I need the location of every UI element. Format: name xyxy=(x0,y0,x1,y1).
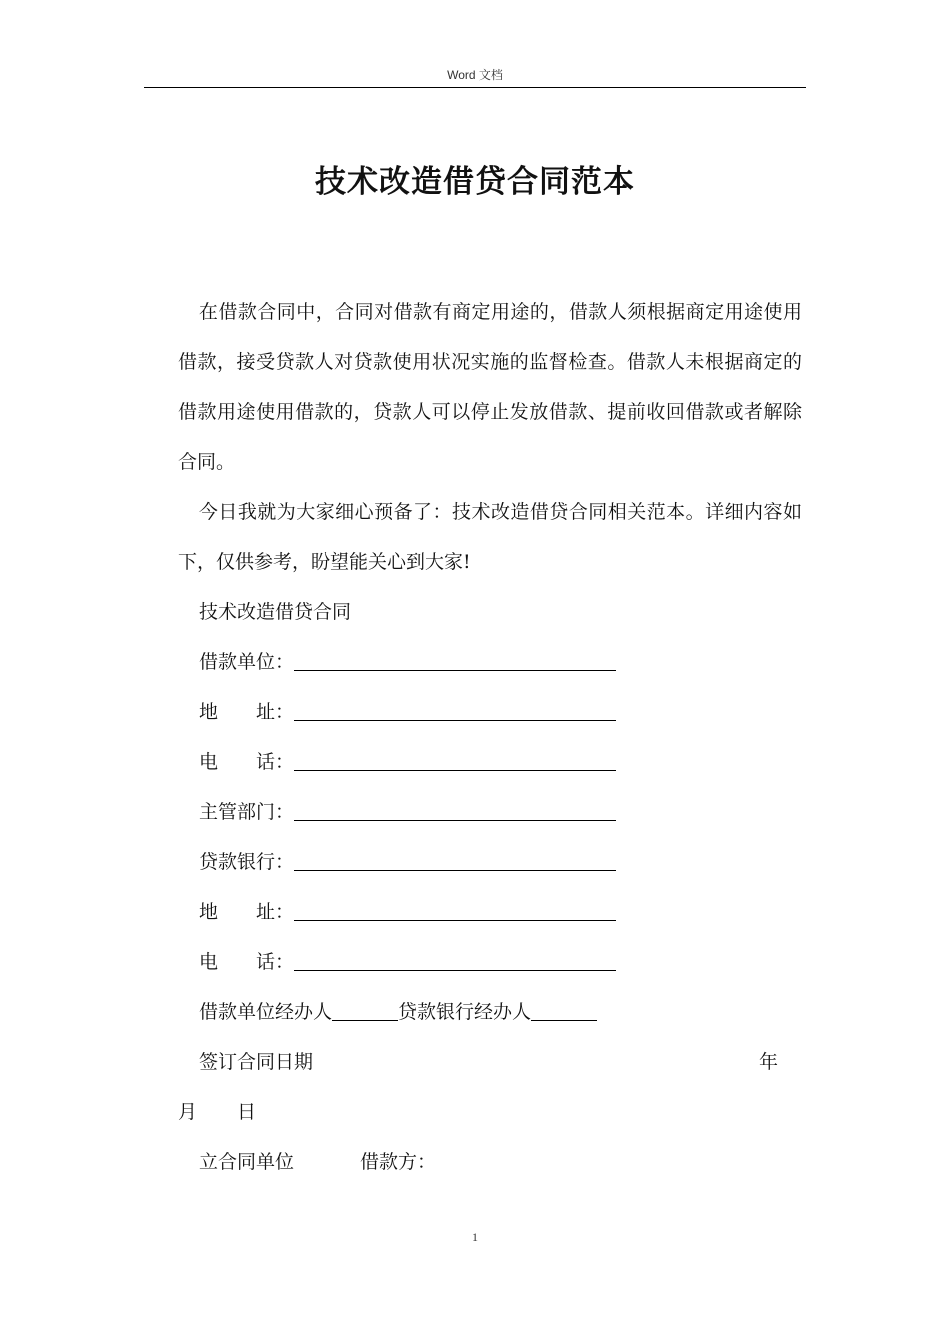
field-label-first: 电 xyxy=(199,951,219,973)
fill-blank[interactable] xyxy=(294,694,616,721)
header-divider xyxy=(144,87,806,88)
field-label: 借款单位 xyxy=(199,651,276,673)
fill-blank[interactable] xyxy=(294,644,616,671)
field-label: 贷款银行 xyxy=(199,851,276,873)
fill-blank[interactable] xyxy=(332,994,398,1021)
field-colon: ： xyxy=(275,901,295,923)
signing-date-line xyxy=(178,1037,802,1087)
fill-blank[interactable] xyxy=(294,744,616,771)
field-label-second: 话 xyxy=(256,951,276,973)
field-colon: ： xyxy=(275,751,295,773)
field-label-second: 话 xyxy=(256,751,276,773)
field-borrower-unit xyxy=(178,637,802,687)
intro-paragraph: 在借款合同中，合同对借款有商定用途的，借款人须根据商定用途使用借款，接受贷款人对贷款使用状况实施的监督检查。借款人未根据商定的借款用途使用借款的，贷款人可以停止发放借款、提前收回借款或者解除合同。 xyxy=(178,301,802,473)
signing-month-label: 月 xyxy=(178,1101,198,1123)
signing-date-label: 签订合同日期 xyxy=(199,1051,314,1073)
field-lending-bank xyxy=(178,837,802,887)
field-supervising-department xyxy=(178,787,802,837)
borrower-agent-label: 借款单位经办人 xyxy=(199,1001,333,1023)
field-colon: ： xyxy=(275,851,295,873)
fill-blank[interactable] xyxy=(294,794,616,821)
field-bank-phone xyxy=(178,937,802,987)
fill-blank[interactable] xyxy=(294,944,616,971)
signing-day-label: 日 xyxy=(237,1101,257,1123)
field-label-first: 地 xyxy=(199,901,219,923)
field-label-second: 址 xyxy=(256,701,276,723)
field-colon: ： xyxy=(275,801,295,823)
agents-line xyxy=(178,987,802,1037)
borrower-party-label: 借款方： xyxy=(360,1151,437,1173)
field-label-first: 地 xyxy=(199,701,219,723)
field-label-second: 址 xyxy=(256,901,276,923)
field-bank-address xyxy=(178,887,802,937)
field-label-first: 电 xyxy=(199,751,219,773)
fill-blank[interactable] xyxy=(294,844,616,871)
field-label: 主管部门 xyxy=(199,801,276,823)
contract-heading xyxy=(178,587,802,637)
parties-line xyxy=(178,1137,802,1187)
preface-paragraph: 今日我就为大家细心预备了：技术改造借贷合同相关范本。详细内容如下，仅供参考，盼望能关心到大家! xyxy=(178,501,802,573)
parties-label: 立合同单位 xyxy=(199,1151,295,1173)
fill-blank[interactable] xyxy=(531,994,597,1021)
page-number: 1 xyxy=(472,1230,478,1244)
field-borrower-phone xyxy=(178,737,802,787)
document-title: 技术改造借贷合同范本 xyxy=(315,164,635,200)
bank-agent-label: 贷款银行经办人 xyxy=(398,1001,532,1023)
field-colon: ： xyxy=(275,651,295,673)
document-body xyxy=(178,287,802,1187)
page-header-label: Word 文档 xyxy=(447,68,503,82)
signing-month-day-line xyxy=(178,1087,802,1137)
field-borrower-address xyxy=(178,687,802,737)
field-colon: ： xyxy=(275,951,295,973)
field-colon: ： xyxy=(275,701,295,723)
fill-blank[interactable] xyxy=(294,894,616,921)
signing-year-label: 年 xyxy=(758,1051,778,1073)
contract-heading-text: 技术改造借贷合同 xyxy=(199,601,352,623)
